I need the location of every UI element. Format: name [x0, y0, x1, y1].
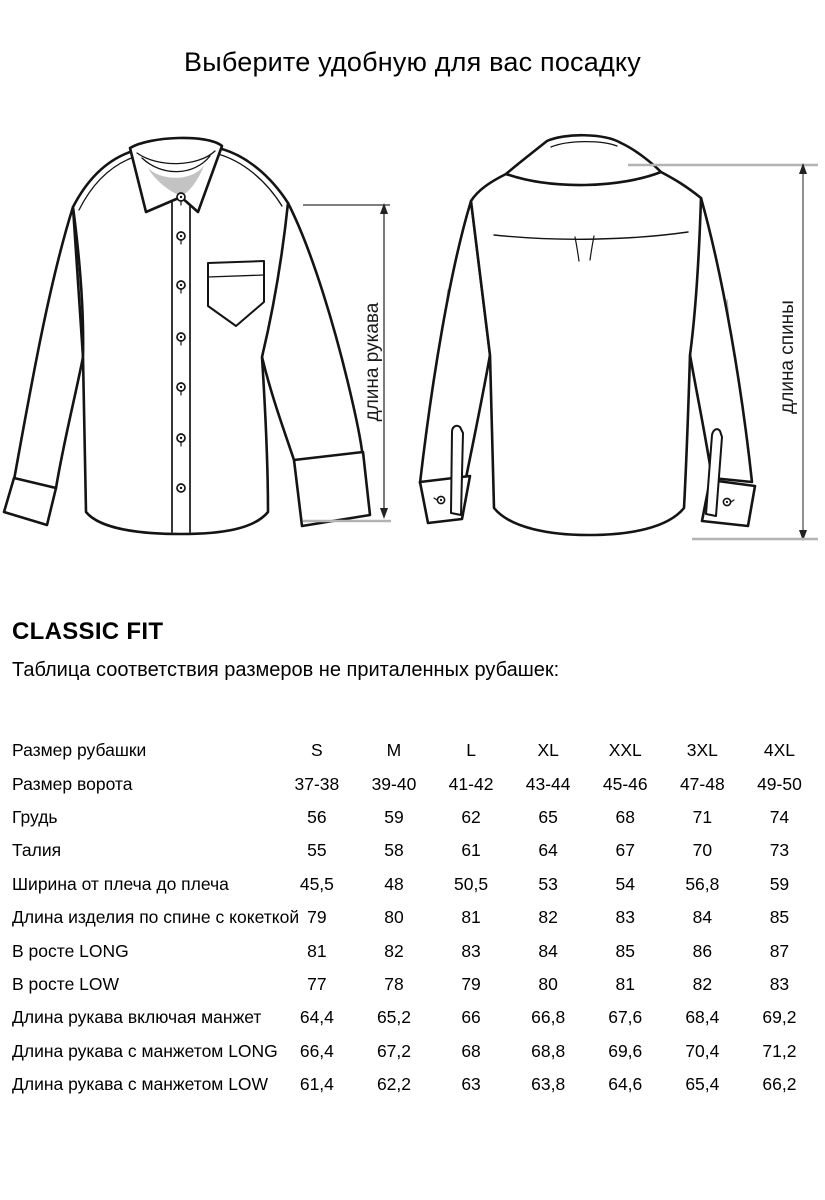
- page-title: Выберите удобную для вас посадку: [184, 47, 641, 77]
- measurement-value: 86: [692, 940, 713, 961]
- classic-fit-description: Таблица соответствия размеров не приталенных рубашек:: [12, 659, 560, 681]
- size-table-row: [12, 767, 818, 800]
- measurement-value: 71,2: [762, 1040, 797, 1061]
- measurement-value: 53: [538, 873, 558, 894]
- measurement-value: 50,5: [454, 873, 489, 894]
- measurement-value: 80: [384, 907, 404, 928]
- measurement-value: 64: [538, 840, 558, 861]
- size-table-row: [12, 868, 818, 901]
- measurement-value: 70: [692, 840, 713, 861]
- front-left-sleeve: [14, 207, 83, 488]
- measurement-value: 45-46: [602, 773, 648, 794]
- measurement-label: Длина рукава с манжетом LOW: [12, 1074, 269, 1095]
- back-collar: [506, 135, 661, 185]
- measurement-value: 68,8: [531, 1040, 566, 1061]
- measurement-value: 63,8: [531, 1074, 566, 1095]
- measurement-value: 84: [692, 907, 713, 928]
- measurement-value: 58: [384, 840, 404, 861]
- size-column-header: XXL: [608, 740, 642, 761]
- measurement-value: 68,4: [685, 1007, 720, 1028]
- measurement-value: 59: [384, 806, 404, 827]
- measurement-value: 73: [769, 840, 790, 861]
- measurement-value: 65: [538, 806, 558, 827]
- classic-fit-heading: CLASSIC FIT: [12, 618, 164, 645]
- measurement-value: 68: [461, 1040, 481, 1061]
- size-table-header-row: [12, 734, 818, 767]
- measurement-label: Длина изделия по спине с кокеткой: [12, 907, 300, 928]
- measurement-value: 63: [461, 1074, 481, 1095]
- measurement-value: 68: [615, 806, 635, 827]
- size-table-body: [12, 734, 818, 1101]
- measurement-value: 67,6: [608, 1007, 643, 1028]
- measurement-label: В росте LONG: [12, 940, 129, 961]
- measurement-value: 65,2: [376, 1007, 411, 1028]
- measurement-value: 69,2: [762, 1007, 797, 1028]
- measurement-value: 66,2: [762, 1074, 797, 1095]
- measurement-value: 79: [307, 907, 327, 928]
- shirt-front-drawing: [4, 138, 370, 534]
- back-left-sleeve-placket: [451, 426, 463, 515]
- front-left-cuff: [4, 478, 56, 525]
- measurement-value: 66,4: [299, 1040, 334, 1061]
- measurement-value: 81: [615, 973, 635, 994]
- measurement-label: Размер ворота: [12, 773, 133, 794]
- measurement-label: В росте LOW: [12, 973, 120, 994]
- size-table-row: [12, 968, 818, 1001]
- measurement-value: 83: [769, 973, 790, 994]
- measurement-value: 48: [384, 873, 404, 894]
- size-table-row: [12, 1001, 818, 1034]
- measurement-label: Длина рукава включая манжет: [12, 1007, 262, 1028]
- measurement-label: Ширина от плеча до плеча: [12, 873, 229, 894]
- size-table-row: [12, 801, 818, 834]
- measurement-value: 74: [769, 806, 790, 827]
- measurement-value: 69,6: [608, 1040, 643, 1061]
- measurement-value: 39-40: [371, 773, 417, 794]
- size-row-title: Размер рубашки: [12, 740, 147, 761]
- measurement-label: Длина рукава с манжетом LONG: [12, 1040, 278, 1061]
- measurement-value: 83: [461, 940, 481, 961]
- measurement-value: 64,4: [299, 1007, 334, 1028]
- size-table-row: [12, 934, 818, 967]
- front-right-cuff: [294, 452, 370, 526]
- measurement-value: 67: [615, 840, 635, 861]
- measurement-value: 45,5: [299, 873, 334, 894]
- size-column-header: L: [466, 740, 476, 761]
- measurement-value: 56,8: [685, 873, 720, 894]
- measurement-value: 87: [769, 940, 790, 961]
- measurement-value: 84: [538, 940, 558, 961]
- measurement-value: 66,8: [531, 1007, 566, 1028]
- measurement-label: Талия: [12, 840, 62, 861]
- measurement-value: 81: [307, 940, 327, 961]
- measurement-value: 77: [307, 973, 327, 994]
- size-table-row: [12, 901, 818, 934]
- measurement-value: 81: [461, 907, 481, 928]
- measurement-value: 59: [769, 873, 790, 894]
- shirt-back-drawing: [420, 135, 755, 535]
- measurement-value: 70,4: [685, 1040, 720, 1061]
- shirt-measurement-diagram: [0, 130, 825, 608]
- measurement-value: 37-38: [294, 773, 340, 794]
- measurement-value: 49-50: [757, 773, 802, 794]
- measurement-label: Грудь: [12, 806, 58, 827]
- measurement-value: 56: [307, 806, 327, 827]
- measurement-value: 82: [384, 940, 404, 961]
- measurement-value: 80: [538, 973, 558, 994]
- measurement-value: 61,4: [299, 1074, 334, 1095]
- measurement-value: 85: [769, 907, 790, 928]
- size-table-row: [12, 1035, 818, 1068]
- size-table-row: [12, 1068, 818, 1101]
- measurement-value: 66: [461, 1007, 481, 1028]
- size-column-header: XL: [537, 740, 559, 761]
- size-column-header: M: [386, 740, 402, 761]
- measurement-value: 85: [615, 940, 635, 961]
- measurement-value: 41-42: [448, 773, 494, 794]
- measurement-value: 65,4: [685, 1074, 720, 1095]
- measurement-value: 62,2: [376, 1074, 411, 1095]
- back-body: [471, 172, 701, 535]
- size-table: [12, 734, 818, 1101]
- size-column-header: 4XL: [763, 740, 796, 761]
- measurement-value: 82: [538, 907, 558, 928]
- measurement-value: 64,6: [608, 1074, 643, 1095]
- size-column-header: S: [311, 740, 323, 761]
- size-column-header: 3XL: [686, 740, 718, 761]
- measurement-value: 43-44: [525, 773, 571, 794]
- measurement-value: 62: [461, 806, 481, 827]
- measurement-value: 71: [692, 806, 713, 827]
- measurement-value: 67,2: [376, 1040, 411, 1061]
- measurement-value: 54: [615, 873, 635, 894]
- measurement-value: 55: [307, 840, 327, 861]
- measurement-value: 79: [461, 973, 481, 994]
- sleeve-length-label: длина рукава: [362, 302, 383, 422]
- measurement-value: 61: [461, 840, 481, 861]
- measurement-value: 83: [615, 907, 635, 928]
- back-length-label: длина спины: [777, 300, 798, 414]
- measurement-value: 47-48: [679, 773, 725, 794]
- size-table-row: [12, 834, 818, 867]
- measurement-value: 78: [384, 973, 404, 994]
- measurement-value: 82: [692, 973, 713, 994]
